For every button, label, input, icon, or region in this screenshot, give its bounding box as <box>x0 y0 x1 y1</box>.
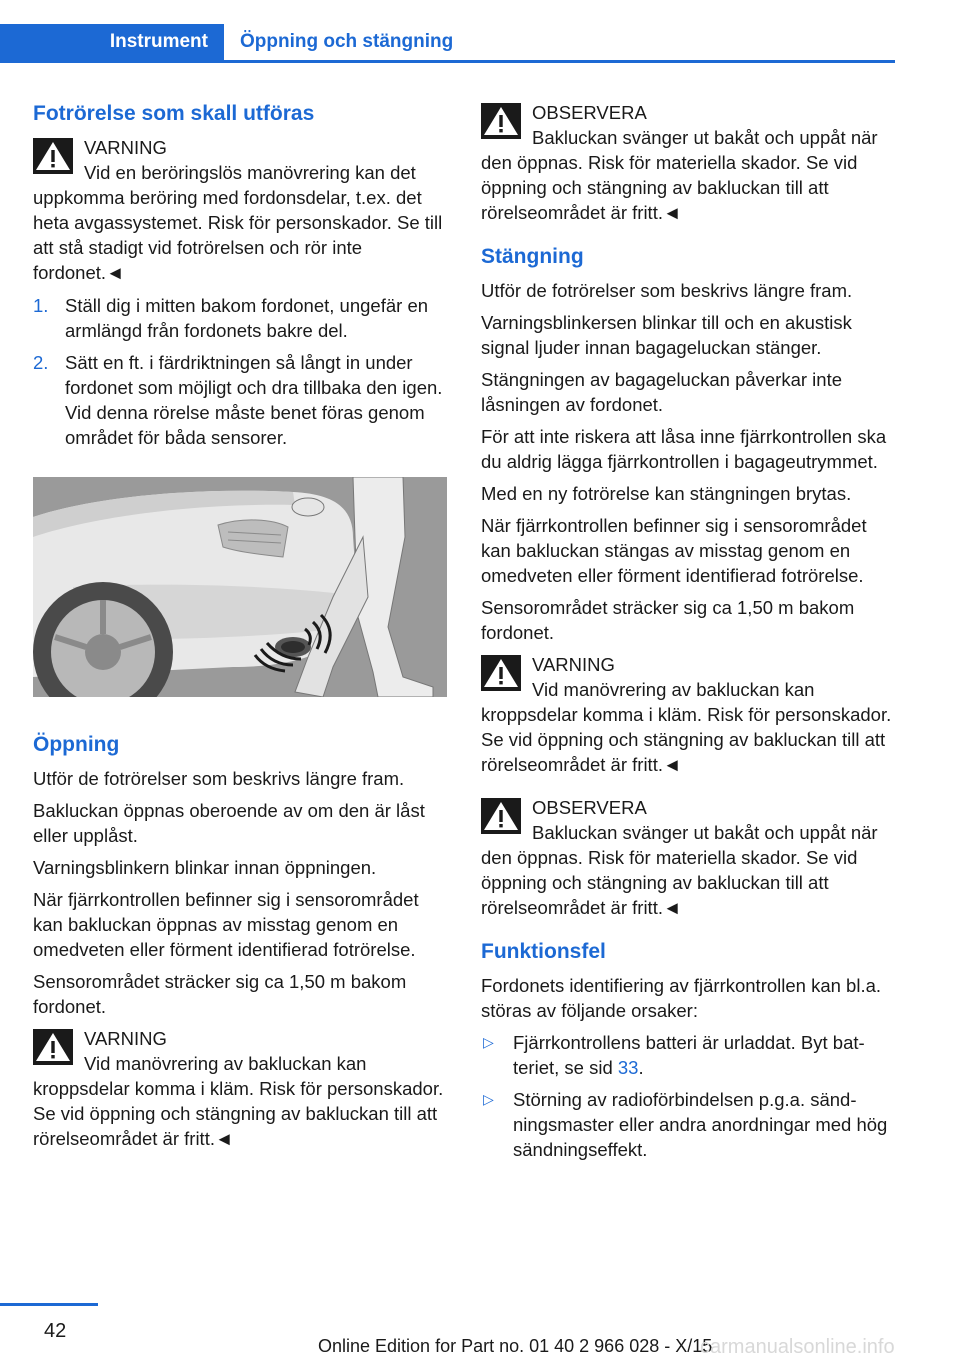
list-item <box>481 1030 895 1080</box>
paragraph: Utför de fotrörelser som beskrivs längre fram. <box>33 768 405 789</box>
warning-triangle-icon <box>481 103 521 139</box>
paragraph: Stängningen av bagageluckan påverkar inte låsningen av fordonet. <box>481 369 843 415</box>
step-item <box>33 350 447 450</box>
warning-title: VARNING <box>84 137 167 158</box>
paragraph: Bakluckan öppnas oberoende av om den är låst eller upplåst. <box>33 800 425 846</box>
edition-text: Online Edition for Part no. 01 40 2 966 028 - X/15 <box>318 1336 713 1356</box>
paragraph: Med en ny fotrörelse kan stängningen brytas. <box>481 483 852 504</box>
warning-text: Vid en beröringslös manövrering kan det uppkomma beröring med fordonsdelar, t.ex. det heta avgassystemet. Risk för personskador. Se till att stå stadigt vid fotrörelsen och rör inte fordonet.◄ <box>33 162 443 283</box>
heading-funktionsfel: Funktionsfel <box>481 940 606 963</box>
caution-notice <box>481 100 895 225</box>
watermark: carmanualsonline.info <box>700 1336 895 1358</box>
paragraph: Sensorområdet sträcker sig ca 1,50 m bakom fordonet. <box>33 971 407 1017</box>
caution-text: Bakluckan svänger ut bakåt och uppåt när den öppnas. Risk för materiella skador. Se vid öppning och stängning av bakluckan till att rörelseområdet är fritt.◄ <box>481 822 878 918</box>
page-link[interactable]: 33 <box>617 1057 639 1078</box>
paragraph: Fordonets identifiering av fjärrkontrollen kan bl.a. störas av följande orsaker: <box>481 975 882 1021</box>
tab-section-title[interactable]: Öppning och stängning <box>240 31 454 52</box>
tab-instrument[interactable]: Instrument <box>0 24 224 60</box>
caution-notice <box>481 795 895 920</box>
warning-triangle-icon <box>33 138 73 174</box>
heading-oppning: Öppning <box>33 733 120 756</box>
warning-title: VARNING <box>84 1028 167 1049</box>
warning-notice <box>33 1026 447 1151</box>
step-number: 2. <box>33 352 49 373</box>
paragraph: När fjärrkontrollen befinner sig i sensorområdet kan bakluckan öppnas av misstag genom en omedveten eller förment identifierad fotrörelse. <box>33 889 419 960</box>
cause-list <box>481 1030 895 1162</box>
heading-fotrorelse: Fotrörelse som skall utföras <box>33 102 315 125</box>
page-number: 42 <box>44 1320 67 1342</box>
list-item-end: . <box>638 1057 644 1078</box>
paragraph: Varningsblinkern blinkar innan öppningen. <box>33 857 377 878</box>
paragraph: Varningsblinkersen blinkar till och en akustisk signal ljuder innan bagageluckan stänger. <box>481 312 852 358</box>
step-number: 1. <box>33 295 49 316</box>
warning-text: Vid manövrering av bakluckan kan kroppsdelar komma i kläm. Risk för personskador. Se vid öppning och stängning av bakluckan till att rörelseområdet är fritt.◄ <box>481 679 892 775</box>
step-text: Sätt en ft. i färdriktningen så långt in under fordonet som möjligt och dra tillbaka den igen. Vid denna rörelse måste benet föras genom området för båda sensorer. <box>65 352 443 448</box>
step-text: Ställ dig i mitten bakom fordonet, ungefär en armlängd från fordonets bakre del. <box>65 295 429 341</box>
warning-triangle-icon <box>481 798 521 834</box>
caution-title: OBSERVERA <box>532 797 647 818</box>
left-column <box>33 100 447 1159</box>
list-item-text: Fjärrkontrollens batteri är urladdat. Byt batteriet, se sid <box>513 1032 865 1078</box>
step-item <box>33 293 447 343</box>
warning-triangle-icon <box>481 655 521 691</box>
paragraph: Utför de fotrörelser som beskrivs längre fram. <box>481 280 853 301</box>
warning-notice <box>33 135 447 285</box>
heading-stangning: Stängning <box>481 245 584 268</box>
footer-rule <box>0 1303 98 1306</box>
caution-text: Bakluckan svänger ut bakåt och uppåt när den öppnas. Risk för materiella skador. Se vid öppning och stängning av bakluckan till att rörelseområdet är fritt.◄ <box>481 127 878 223</box>
paragraph: Sensorområdet sträcker sig ca 1,50 m bakom fordonet. <box>481 597 855 643</box>
caution-title: OBSERVERA <box>532 102 647 123</box>
list-item <box>481 1087 895 1162</box>
foot-gesture-illustration <box>33 477 447 697</box>
warning-notice <box>481 652 895 777</box>
warning-title: VARNING <box>532 654 615 675</box>
header-tabs <box>0 24 895 63</box>
list-item-text: Störning av radioförbindelsen p.g.a. sändningsmaster eller andra anordningar med hög sändningseffekt. <box>513 1089 888 1160</box>
steps-list <box>33 293 447 450</box>
paragraph: För att inte riskera att låsa inne fjärrkontrollen ska du aldrig lägga fjärrkontrollen i bagageutrymmet. <box>481 426 887 472</box>
warning-text: Vid manövrering av bakluckan kan kroppsdelar komma i kläm. Risk för personskador. Se vid öppning och stängning av bakluckan till att rörelseområdet är fritt.◄ <box>33 1053 444 1149</box>
bullet-triangle-icon: ▷ <box>483 1091 494 1107</box>
warning-triangle-icon <box>33 1029 73 1065</box>
right-column <box>481 100 895 1169</box>
bullet-triangle-icon: ▷ <box>483 1034 494 1050</box>
paragraph: När fjärrkontrollen befinner sig i sensorområdet kan bakluckan stängas av misstag genom en omedveten eller förment identifierad fotrörelse. <box>481 515 867 586</box>
